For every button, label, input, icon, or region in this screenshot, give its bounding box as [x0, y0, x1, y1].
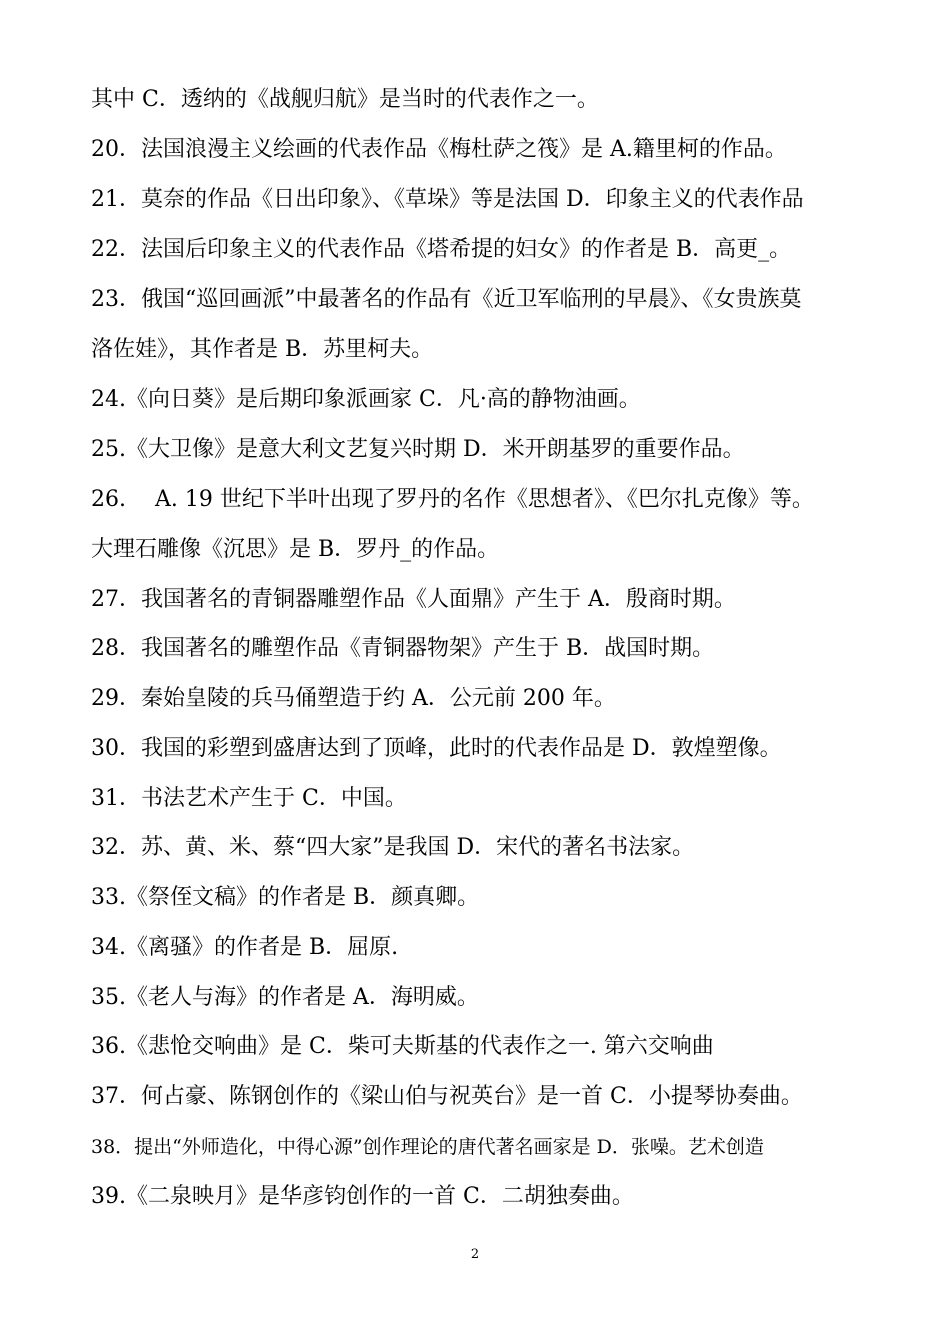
text-line: 29．秦始皇陵的兵马俑塑造于约 A．公元前 200 年。 — [91, 686, 616, 711]
text-line: 30．我国的彩塑到盛唐达到了顶峰，此时的代表作品是 D．敦煌塑像。 — [91, 736, 782, 761]
text-line: 27．我国著名的青铜器雕塑作品《人面鼎》产生于 A．殷商时期。 — [91, 587, 736, 612]
text-line: 24.《向日葵》是后期印象派画家 C．凡·高的静物油画。 — [91, 387, 641, 412]
text-line: 20．法国浪漫主义绘画的代表作品《梅杜萨之筏》是 A.籍里柯的作品。 — [91, 137, 787, 162]
text-line: 38．提出“外师造化，中得心源”创作理论的唐代著名画家是 D．张噪。艺术创造 — [91, 1136, 764, 1158]
text-line: 25.《大卫像》是意大利文艺复兴时期 D．米开朗基罗的重要作品。 — [91, 437, 745, 462]
page-number: 2 — [470, 1247, 480, 1262]
text-line: 其中 C．透纳的《战舰归航》是当时的代表作之一。 — [91, 87, 599, 112]
text-line: 31．书法艺术产生于 C．中国。 — [91, 786, 407, 811]
text-line: 39.《二泉映月》是华彦钧创作的一首 C．二胡独奏曲。 — [91, 1184, 634, 1209]
text-line: 21．莫奈的作品《日出印象》、《草垛》等是法国 D．印象主义的代表作品 — [91, 187, 804, 212]
text-line: 洛佐娃》，其作者是 B．苏里柯夫。 — [91, 337, 434, 362]
text-line: 22．法国后印象主义的代表作品《塔希提的妇女》的作者是 B．高更_。 — [91, 237, 792, 262]
text-line: 大理石雕像《沉思》是 B．罗丹_的作品。 — [91, 537, 500, 562]
text-line: 35.《老人与海》的作者是 A．海明威。 — [91, 985, 479, 1010]
text-line: 34.《离骚》的作者是 B．屈原. — [91, 935, 399, 960]
text-line: 36.《悲怆交响曲》是 C．柴可夫斯基的代表作之一. 第六交响曲 — [91, 1034, 714, 1059]
text-line: 33.《祭侄文稿》的作者是 B．颜真卿。 — [91, 885, 480, 910]
text-line: 37．何占豪、陈钢创作的《梁山伯与祝英台》是一首 C．小提琴协奏曲。 — [91, 1084, 803, 1109]
text-line: 32．苏、黄、米、蔡“四大家”是我国 D．宋代的著名书法家。 — [91, 835, 695, 860]
text-line: 26. A. 19 世纪下半叶出现了罗丹的名作《思想者》、《巴尔扎克像》等。 — [91, 487, 814, 512]
text-line: 28．我国著名的雕塑作品《青铜器物架》产生于 B．战国时期。 — [91, 636, 715, 661]
text-line: 23．俄国“巡回画派”中最著名的作品有《近卫军临刑的早晨》、《女贵族莫 — [91, 287, 802, 312]
